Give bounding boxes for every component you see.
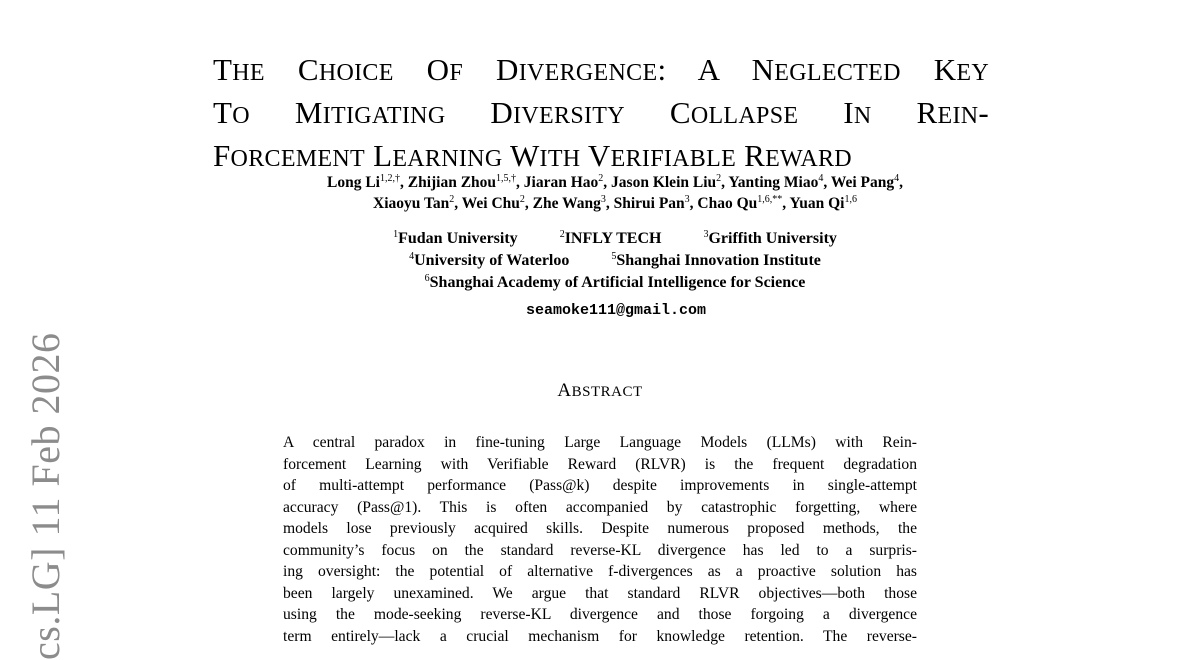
author-affiliation-marker: 2 [598, 173, 604, 184]
author-affiliation-marker: 1,2,† [379, 173, 400, 184]
abstract-line: using the mode-seeking reverse-KL divergence and those forgoing a divergence [283, 606, 917, 623]
author-name: Jason Klein Liu [611, 174, 717, 191]
author-affiliation-marker: 1,6,** [757, 194, 783, 205]
author-name: Jiaran Hao [523, 174, 599, 191]
author-affiliation-marker: 4 [894, 173, 900, 184]
author-name: Yuan Qi [789, 195, 845, 212]
abstract-line: models lose previously acquired skills. Despite numerous proposed methods, the [283, 520, 917, 537]
abstract-line: accuracy (Pass@1). This is often accompanied by catastrophic forgetting, where [283, 498, 917, 516]
paper-title [213, 50, 989, 179]
arxiv-side-stamp [22, 330, 70, 660]
abstract-line: of multi-attempt performance (Pass@k) despite improvements in single-attempt [283, 477, 917, 494]
title-line-1-text: THE CHOICE OF DIVERGENCE: A NEGLECTED KEY [213, 52, 989, 87]
affiliation-number: 6 [424, 273, 430, 284]
affiliation-number: 5 [611, 251, 617, 262]
author-name: Zhijian Zhou [407, 174, 497, 191]
contact-email[interactable]: seamoke111@gmail.com [525, 302, 707, 319]
affiliation-name: Shanghai Academy of Artificial Intelligence for Science [429, 274, 806, 291]
author-name: Shirui Pan [613, 195, 685, 212]
author-name: Wei Chu [461, 195, 520, 212]
author-affiliation-marker: 1,6 [844, 194, 857, 205]
affiliation-list [200, 228, 1030, 294]
author-affiliation-marker: 4 [818, 173, 824, 184]
author-affiliation-marker: 2 [449, 194, 455, 205]
affiliation-number: 1 [393, 229, 399, 240]
title-line-3-text: FORCEMENT LEARNING WITH VERIFIABLE REWARD [213, 138, 852, 173]
affiliation-number: 3 [703, 229, 709, 240]
author-affiliation-marker: 2 [519, 194, 525, 205]
author-list: Long $Li^{1,2,\dagger}$, Zhijian Zhou$^{1,5,\dagger}$, Jiaran Hao$^2$, Jason Klein Liu$^2$, Yanting Miao$^4$, Wei Pang$^4$, Xiaoyu Tan$^2$, Wei Chu$^2$, Zhe Wang$^3$, Shirui Pan$^3$, Chao $Qu^{1,6,**}$, Yuan Qi$^{1,6}$ [327, 173, 903, 212]
abstract-line: been largely unexamined. We argue that standard RLVR objectives—both those [283, 584, 917, 602]
abstract-line: term entirely—lack a crucial mechanism for knowledge retention. The reverse- [283, 627, 917, 645]
author-name: Zhe Wang [532, 195, 601, 212]
author-name: Xiaoyu Tan [373, 195, 450, 212]
arxiv-identifier: cs.LG] 11 Feb 2026 [23, 332, 68, 660]
author-name: Wei Pang [830, 174, 895, 191]
author-affiliation-marker: 3 [600, 194, 606, 205]
affiliation-number: 4 [409, 251, 415, 262]
abstract-line: ing oversight: the potential of alternative f-divergences as a proactive solution has [283, 563, 917, 580]
author-name: Chao Qu [697, 195, 758, 212]
abstract-line: community’s focus on the standard reverse-KL divergence has led to a surpris- [283, 541, 917, 559]
abstract-line: forcement Learning with Verifiable Reward (RLVR) is the frequent degradation [283, 455, 917, 473]
author-affiliation-marker: 2 [716, 173, 722, 184]
title-line-2-text: TO MITIGATING DIVERSITY COLLAPSE IN REIN- [213, 95, 989, 130]
author-affiliation-marker: 3 [684, 194, 690, 205]
abstract-line: A central paradox in fine-tuning Large Language Models (LLMs) with Rein- [283, 434, 917, 451]
author-name: Yanting Miao [728, 174, 819, 191]
title-line-1 [213, 50, 989, 93]
affiliation-name: University of Waterloo [414, 252, 570, 269]
author-name: Long Li [327, 174, 380, 191]
affiliation-name: Fudan University [398, 230, 518, 247]
author-affiliation-marker: 1,5,† [496, 173, 517, 184]
title-line-2 [213, 93, 989, 136]
abstract-body [283, 432, 917, 647]
affiliation-name: INFLY TECH [564, 230, 662, 247]
affiliation-name: Griffith University [708, 230, 837, 247]
abstract-heading: ABSTRACT [557, 380, 643, 401]
affiliation-number: 2 [559, 229, 565, 240]
affiliation-name: Shanghai Innovation Institute [616, 252, 821, 269]
